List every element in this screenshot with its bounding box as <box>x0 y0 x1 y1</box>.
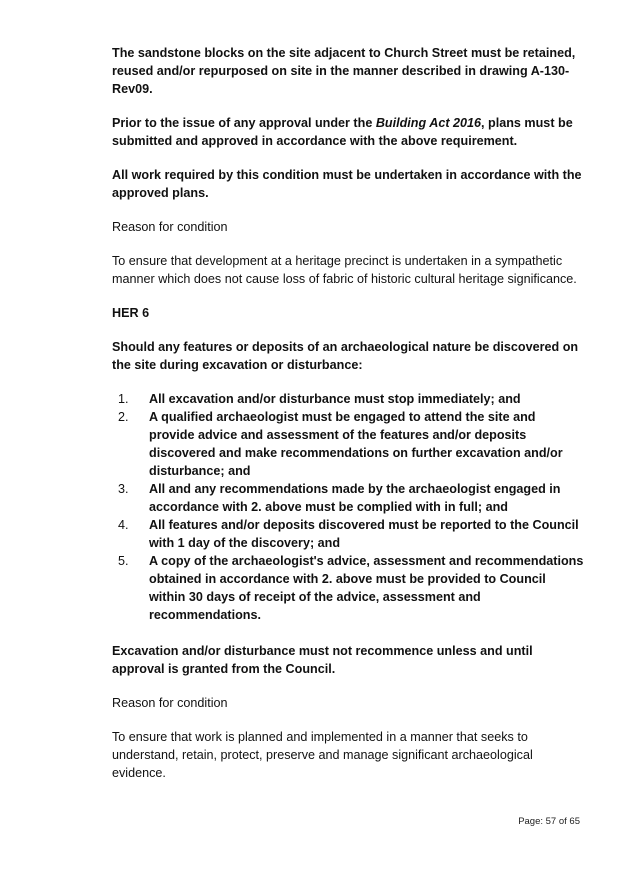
reason-text: To ensure that work is planned and implemented in a manner that seeks to understand, retain, protect, preserve and manage significant archaeological evidence. <box>112 730 533 780</box>
excavation-paragraph: Excavation and/or disturbance must not recommence unless and until approval is granted from the Council. <box>112 644 533 676</box>
list-item-number: 2. <box>118 410 129 424</box>
list-item <box>112 408 584 480</box>
conditions-list <box>112 390 584 624</box>
document-page <box>112 44 584 782</box>
list-item-number: 3. <box>118 482 129 496</box>
list-item-text: All and any recommendations made by the archaeologist engaged in accordance with 2. above must be complied with in full; and <box>149 482 561 514</box>
list-item <box>112 552 584 624</box>
list-item-text: A qualified archaeologist must be engaged to attend the site and provide advice and assessment of the features and/or deposits discovered and make recommendations on further excavation and/or disturbance; and <box>149 410 563 478</box>
prior-text-end: , plans must be submitted and approved in accordance with the above requirement. <box>112 116 573 148</box>
list-item-number: 1. <box>118 392 129 406</box>
list-item <box>112 516 584 552</box>
sandstone-paragraph: The sandstone blocks on the site adjacent to Church Street must be retained, reused and/or repurposed on site in the manner described in drawing A-130-Rev09. <box>112 46 576 96</box>
list-item-text: All features and/or deposits discovered must be reported to the Council with 1 day of the discovery; and <box>149 518 579 550</box>
should-any-paragraph: Should any features or deposits of an archaeological nature be discovered on the site during excavation or disturbance: <box>112 340 579 372</box>
reason-text: To ensure that development at a heritage precinct is undertaken in a sympathetic manner which does not cause loss of fabric of historic cultural heritage significance. <box>112 254 577 286</box>
list-item <box>112 390 584 408</box>
prior-text-start: Prior to the issue of any approval under the <box>112 116 376 130</box>
list-item-number: 5. <box>118 554 129 568</box>
building-act-title: Building Act 2016 <box>375 116 482 130</box>
her-heading: HER 6 <box>112 306 150 320</box>
list-item-number: 4. <box>118 518 129 532</box>
reason-label: Reason for condition <box>112 220 228 234</box>
list-item-text: A copy of the archaeologist's advice, assessment and recommendations obtained in accordance with 2. above must be provided to Council within 30 days of receipt of the advice, assessment and recommendations. <box>149 554 584 622</box>
all-work-paragraph: All work required by this condition must be undertaken in accordance with the approved plans. <box>112 168 582 200</box>
prior-approval-paragraph <box>112 114 584 150</box>
reason-label: Reason for condition <box>112 696 228 710</box>
page-number: Page: 57 of 65 <box>518 816 580 827</box>
list-item <box>112 480 584 516</box>
list-item-text: All excavation and/or disturbance must stop immediately; and <box>149 392 521 406</box>
